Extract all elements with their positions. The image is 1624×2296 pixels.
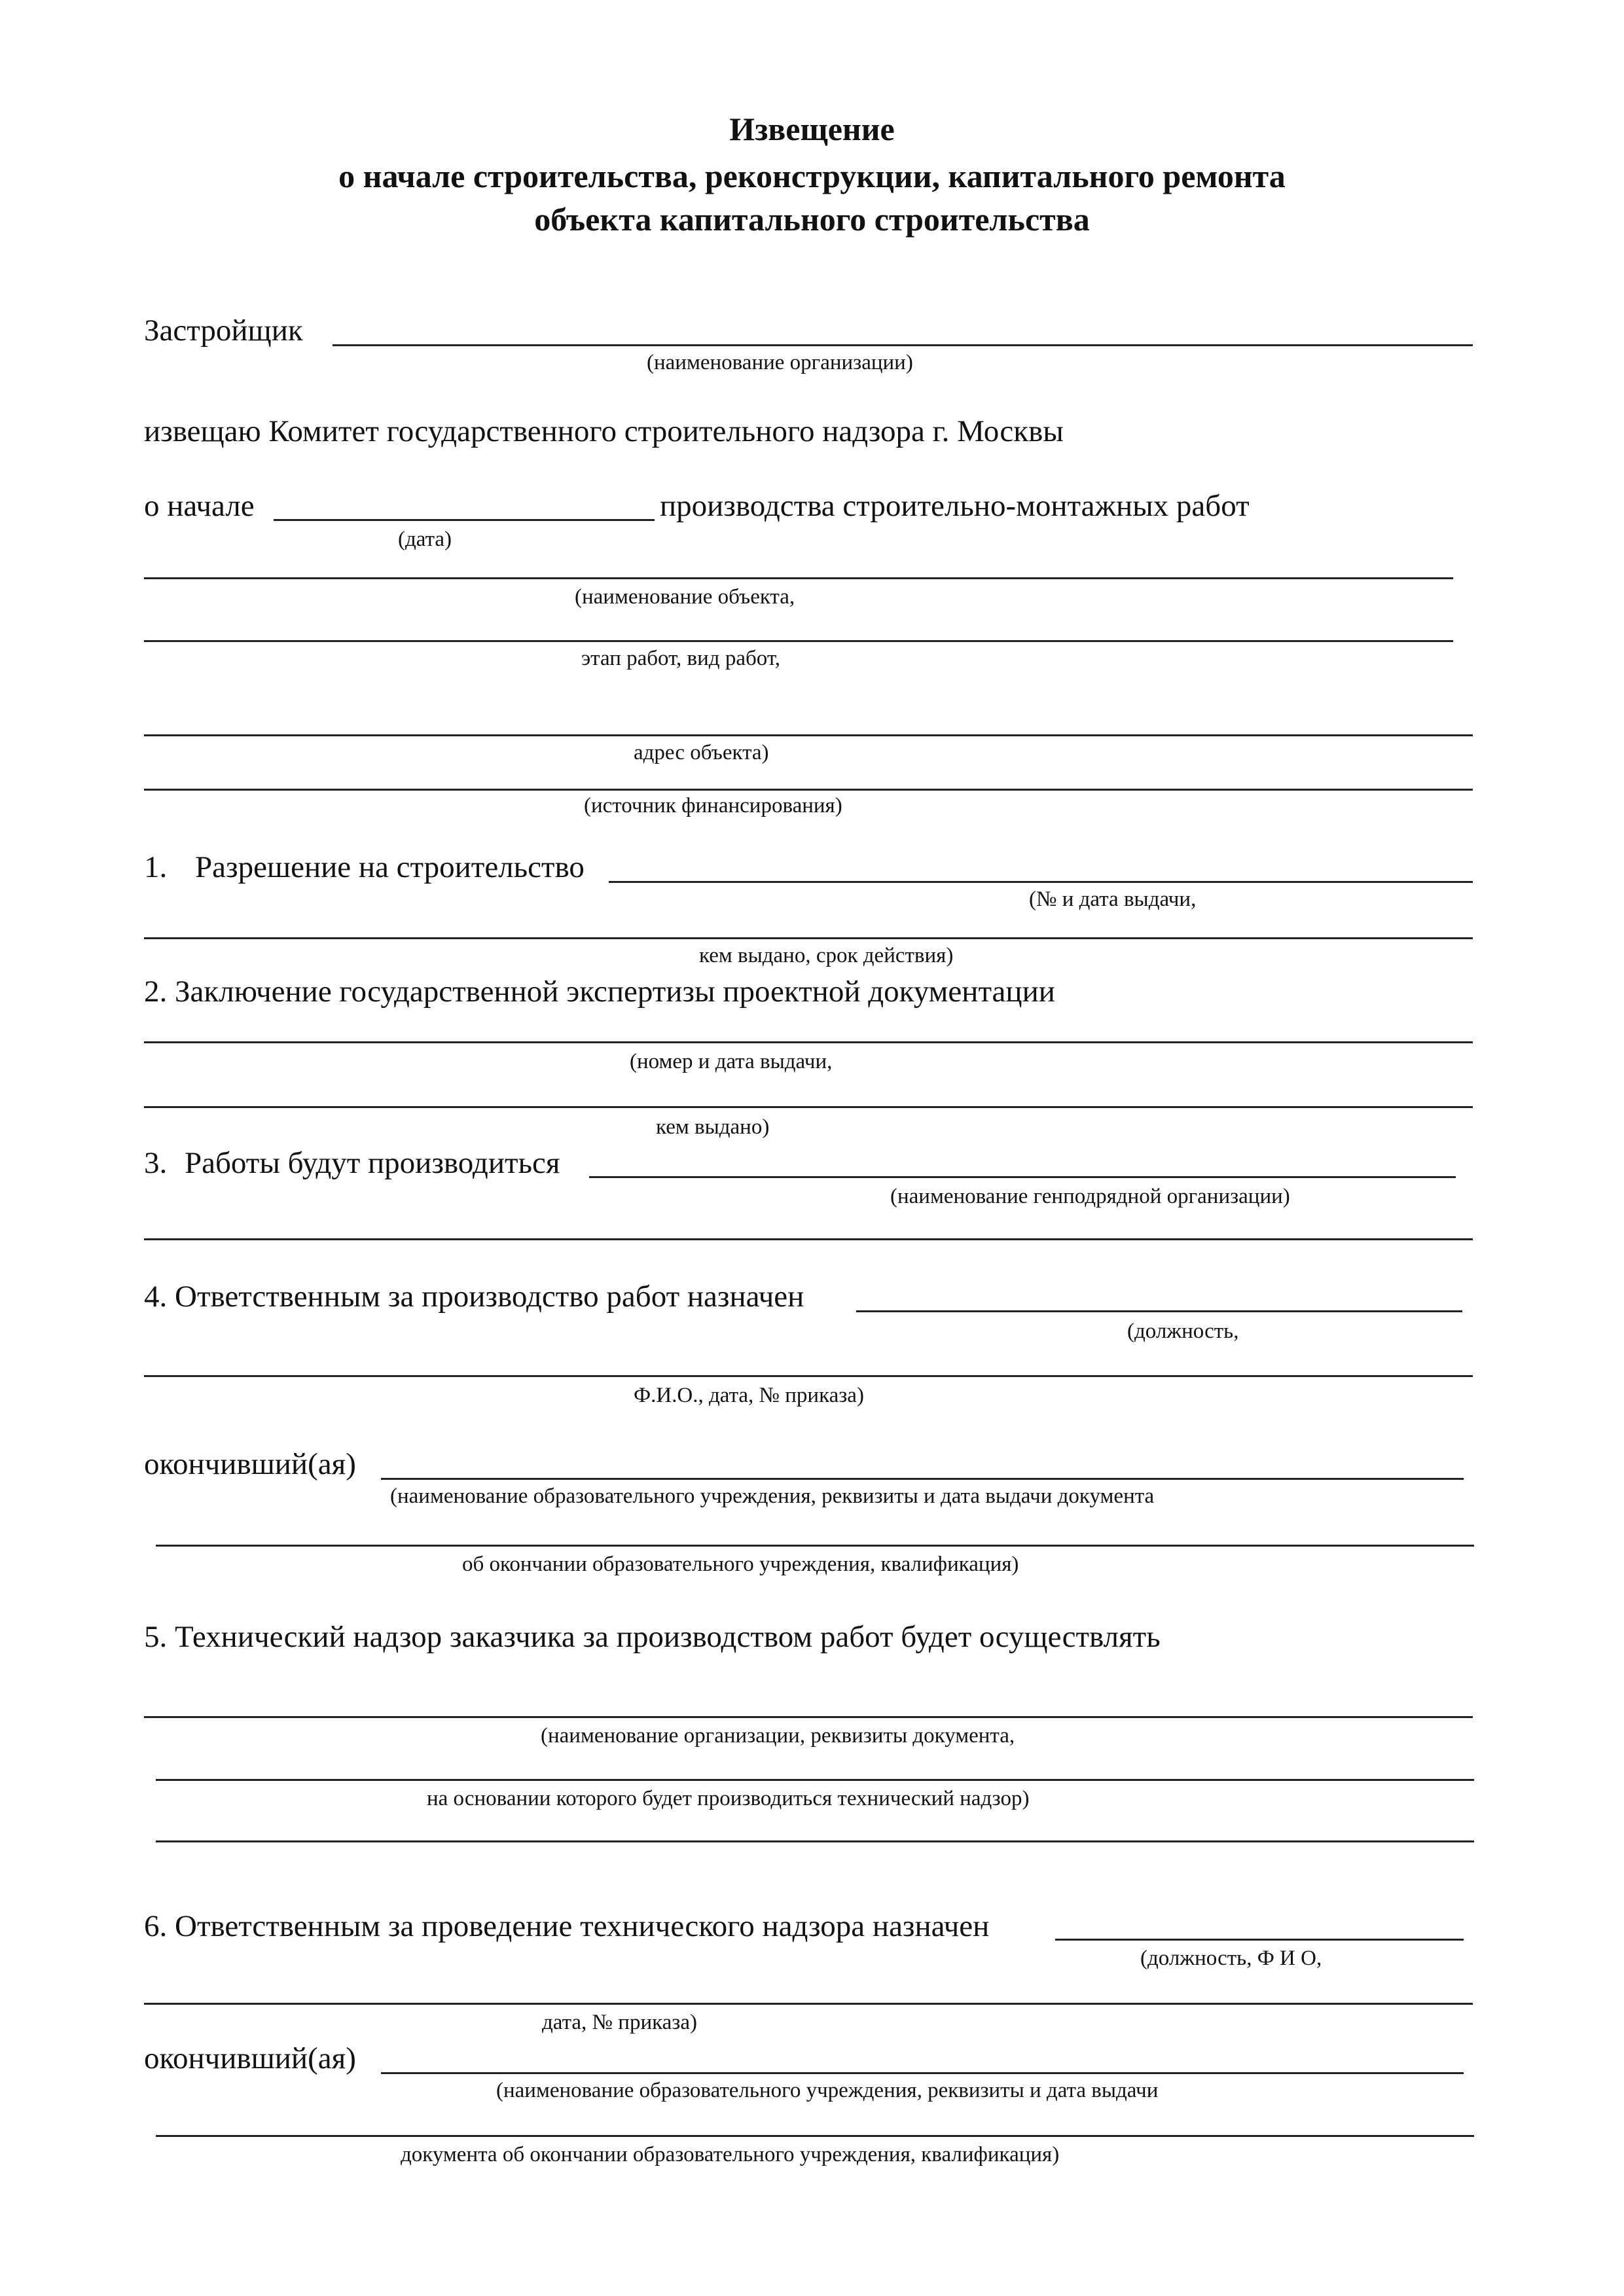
section-2-label: 2. Заключение государственной экспертизы проектной документации [144, 975, 1055, 1009]
developer-field[interactable] [333, 344, 1473, 346]
section-1-label: Разрешение на строительство [195, 850, 585, 884]
object-address-field[interactable] [144, 734, 1473, 736]
object-stage-field[interactable] [144, 640, 1453, 642]
supervisor-caption-2: дата, № приказа) [542, 2011, 697, 2034]
graduated-caption-6b: документа об окончании образовательного учреждения, квалификация) [401, 2143, 1060, 2166]
section-1-number: 1. [144, 850, 168, 884]
date-caption: (дата) [398, 528, 452, 551]
permit-field[interactable] [609, 881, 1473, 883]
responsible-caption-2: Ф.И.О., дата, № приказа) [634, 1384, 864, 1407]
permit-field-2[interactable] [144, 937, 1473, 939]
supervisor-field-2[interactable] [144, 2003, 1473, 2005]
supervision-caption-2: на основании которого будет производиться технический надзор) [427, 1787, 1030, 1810]
title-line-2: о начале строительства, реконструкции, капитального ремонта [338, 158, 1286, 194]
funding-caption: (источник финансирования) [584, 794, 842, 817]
notify-text: извещаю Комитет государственного строительного надзора г. Москвы [144, 414, 1064, 448]
start-label: о начале [144, 489, 255, 523]
start-suffix: производства строительно-монтажных работ [660, 489, 1250, 523]
title-line-1: Извещение [729, 111, 895, 147]
section-3-label: Работы будут производиться [185, 1146, 560, 1180]
developer-label: Застройщик [144, 314, 303, 348]
object-name-field[interactable] [144, 577, 1453, 579]
supervision-field-3[interactable] [156, 1840, 1474, 1842]
graduated-caption-4a: (наименование образовательного учреждения, реквизиты и дата выдачи документа [390, 1484, 1155, 1508]
graduated-label-6: окончивший(ая) [144, 2041, 356, 2075]
expertise-caption-2: кем выдано) [656, 1115, 770, 1139]
graduated-label-4: окончивший(ая) [144, 1447, 356, 1481]
supervision-field[interactable] [144, 1716, 1473, 1718]
supervisor-field[interactable] [1055, 1939, 1464, 1941]
responsible-field[interactable] [856, 1310, 1462, 1312]
title-line-3: объекта капитального строительства [534, 201, 1090, 238]
contractor-caption: (наименование генподрядной организации) [890, 1185, 1290, 1208]
supervision-field-2[interactable] [156, 1779, 1474, 1781]
supervision-caption-1: (наименование организации, реквизиты документа, [541, 1724, 1015, 1748]
object-stage-caption: этап работ, вид работ, [581, 647, 781, 670]
permit-caption-1: (№ и дата выдачи, [1029, 888, 1197, 911]
responsible-caption-1: (должность, [1127, 1319, 1239, 1343]
responsible-field-2[interactable] [144, 1375, 1473, 1377]
section-6-label: 6. Ответственным за проведение технического надзора назначен [144, 1909, 990, 1943]
expertise-field-2[interactable] [144, 1106, 1473, 1108]
permit-caption-2: кем выдано, срок действия) [699, 944, 954, 967]
graduated-field-6b[interactable] [156, 2135, 1474, 2137]
developer-caption: (наименование организации) [647, 351, 913, 374]
graduated-field-6[interactable] [381, 2072, 1464, 2074]
section-5-label: 5. Технический надзор заказчика за производством работ будет осуществлять [144, 1620, 1161, 1654]
expertise-caption-1: (номер и дата выдачи, [630, 1050, 833, 1073]
section-4-label: 4. Ответственным за производство работ назначен [144, 1280, 804, 1314]
start-date-field[interactable] [274, 519, 655, 521]
object-address-caption: адрес объекта) [634, 741, 769, 764]
funding-field[interactable] [144, 789, 1473, 791]
section-3-number: 3. [144, 1146, 168, 1180]
object-name-caption: (наименование объекта, [575, 585, 795, 609]
expertise-field[interactable] [144, 1041, 1473, 1043]
contractor-field[interactable] [589, 1176, 1456, 1178]
graduated-field-4b[interactable] [156, 1545, 1474, 1547]
graduated-caption-6a: (наименование образовательного учреждения, реквизиты и дата выдачи [496, 2079, 1159, 2102]
supervisor-caption-1: (должность, Ф И О, [1140, 1946, 1322, 1970]
graduated-caption-4b: об окончании образовательного учреждения, квалификация) [462, 1552, 1019, 1576]
graduated-field-4[interactable] [381, 1478, 1464, 1480]
contractor-field-2[interactable] [144, 1238, 1473, 1240]
